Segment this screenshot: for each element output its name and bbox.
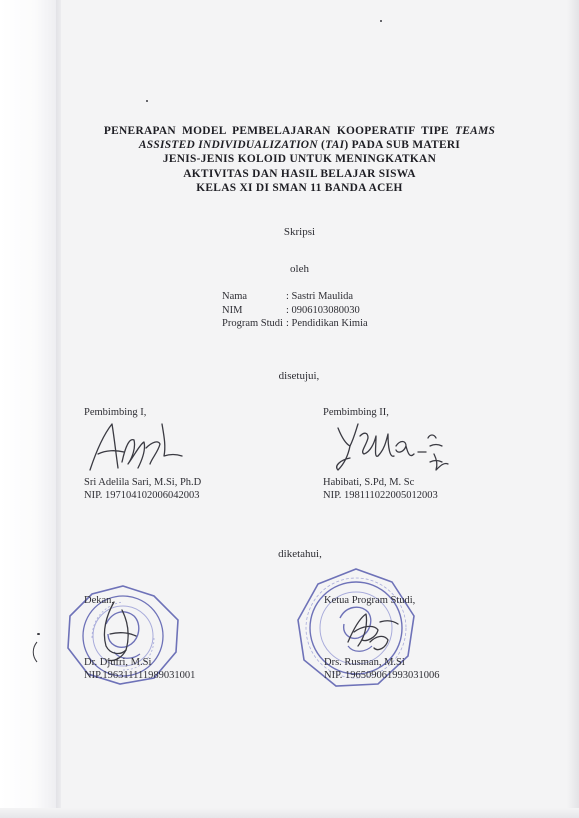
supervisor2-name: Habibati, S.Pd, M. Sc — [323, 477, 415, 488]
scan-speck — [37, 633, 40, 635]
title-line-1: PENERAPAN MODEL PEMBELAJARAN KOOPERATIF TIPE TEAMS — [103, 125, 496, 137]
supervisor1-signature — [86, 414, 186, 476]
dean-role: Dekan, — [84, 595, 115, 606]
title-line-4: AKTIVITAS DAN HASIL BELAJAR SISWA — [183, 167, 416, 180]
by-label: oleh — [290, 263, 309, 275]
program-head-name: Drs. Rusman, M.Si — [324, 657, 405, 668]
document-type: Skripsi — [283, 226, 316, 238]
supervisor1-nip: NIP. 197104102006042003 — [84, 490, 200, 501]
approved-label: disetujui, — [278, 370, 320, 382]
supervisor2-role: Pembimbing II, — [323, 407, 389, 418]
scan-speck — [380, 20, 382, 22]
dean-nip: NIP.196311111989031001 — [84, 670, 196, 681]
thesis-title — [60, 124, 539, 195]
scan-mark — [30, 640, 40, 664]
program-head-signature — [340, 602, 406, 658]
title-line-3: JENIS-JENIS KOLOID UNTUK MENINGKATKAN — [162, 153, 437, 166]
scan-left-margin — [0, 0, 58, 818]
scan-bottom-edge — [0, 808, 579, 818]
name-label: Nama — [222, 291, 248, 302]
supervisor1-role: Pembimbing I, — [84, 407, 147, 418]
scan-right-edge — [567, 0, 579, 818]
program-value: : Pendidikan Kimia — [286, 318, 368, 330]
program-label: Program Studi — [222, 318, 283, 330]
program-head-nip: NIP. 196509061993031006 — [324, 670, 440, 681]
dean-name: Dr. Djufri, M.Si — [84, 657, 152, 668]
supervisor2-nip: NIP. 198111022005012003 — [323, 490, 438, 501]
nim-value: : 0906103080030 — [286, 304, 360, 316]
supervisor2-signature — [330, 418, 456, 480]
name-value: : Sastri Maulida — [286, 291, 354, 302]
acknowledged-label: diketahui, — [278, 548, 322, 560]
title-line-2: ASSISTED INDIVIDUALIZATION (TAI) PADA SUB MATERI — [138, 139, 461, 152]
scan-binding-edge — [56, 0, 61, 818]
title-line-5: KELAS XI DI SMAN 11 BANDA ACEH — [196, 181, 403, 194]
program-head-role: Ketua Program Studi, — [324, 595, 416, 606]
supervisor1-name: Sri Adelila Sari, M.Si, Ph.D — [84, 477, 202, 488]
scan-speck — [146, 100, 148, 102]
nim-label: NIM — [222, 304, 243, 316]
